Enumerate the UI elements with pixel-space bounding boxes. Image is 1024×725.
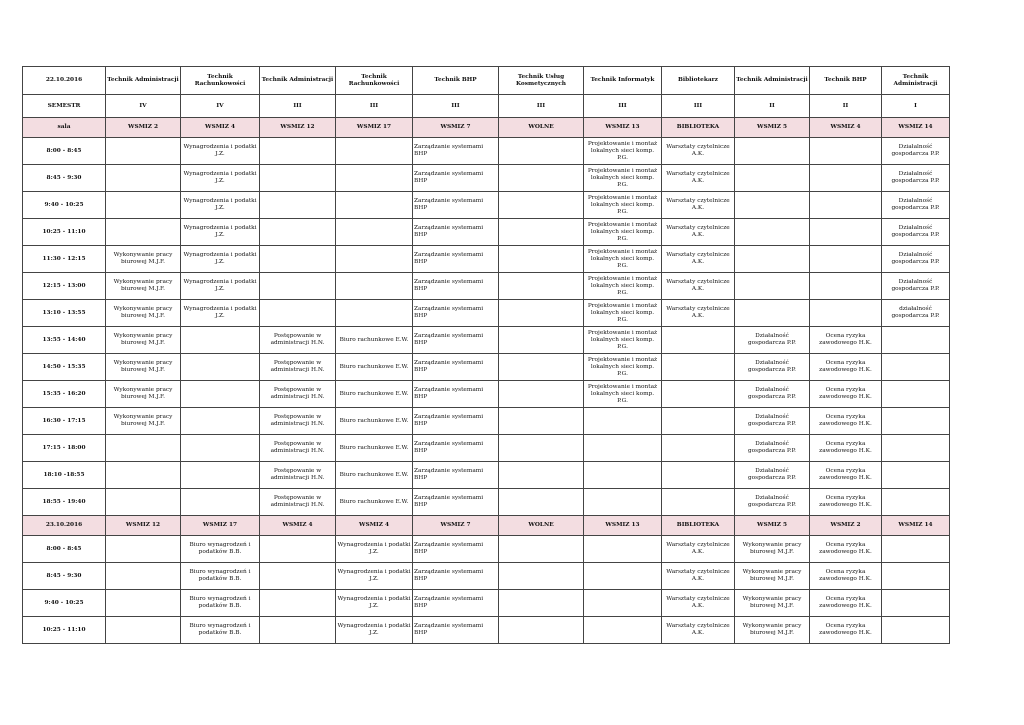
- day2-header-row: [23, 516, 950, 536]
- class-cell: Zarządzanie systemami BHP: [413, 536, 499, 563]
- empty-cell: [882, 536, 950, 563]
- class-cell: Zarządzanie systemami BHP: [413, 435, 499, 462]
- empty-cell: [181, 435, 260, 462]
- time-slot-row: [23, 462, 950, 489]
- class-cell: IV: [106, 95, 181, 118]
- row-label-cell: 13:55 - 14:40: [23, 327, 106, 354]
- empty-cell: [882, 590, 950, 617]
- class-cell: Wynagrodzenia i podatki J.Z.: [336, 590, 413, 617]
- class-cell: Działalność gospodarcza P.P.: [882, 192, 950, 219]
- empty-cell: [499, 246, 584, 273]
- class-cell: Warsztaty czytelnicze A.K.: [662, 219, 735, 246]
- empty-cell: [584, 563, 662, 590]
- time-slot-row: [23, 536, 950, 563]
- row-label-cell: 8:00 - 8:45: [23, 138, 106, 165]
- empty-cell: [336, 138, 413, 165]
- class-cell: Ocena ryzyka zawodowego H.K.: [810, 617, 882, 644]
- empty-cell: [735, 138, 810, 165]
- class-cell: Projektowanie i montaż lokalnych sieci komp. P.G.: [584, 327, 662, 354]
- empty-cell: [499, 435, 584, 462]
- empty-cell: [260, 300, 336, 327]
- class-cell: Postępowanie w administracji H.N.: [260, 354, 336, 381]
- class-cell: Warsztaty czytelnicze A.K.: [662, 192, 735, 219]
- empty-cell: [499, 536, 584, 563]
- empty-cell: [260, 138, 336, 165]
- class-cell: Ocena ryzyka zawodowego H.K.: [810, 563, 882, 590]
- class-cell: WSMIZ 12: [260, 118, 336, 138]
- empty-cell: [882, 354, 950, 381]
- class-cell: Technik Administracji: [106, 67, 181, 95]
- class-cell: Zarządzanie systemami BHP: [413, 327, 499, 354]
- empty-cell: [499, 590, 584, 617]
- empty-cell: [336, 219, 413, 246]
- row-label-cell: SEMESTR: [23, 95, 106, 118]
- empty-cell: [882, 563, 950, 590]
- class-cell: Technik Usług Kosmetycznych: [499, 67, 584, 95]
- row-label-cell: 8:00 - 8:45: [23, 536, 106, 563]
- class-cell: Technik Informatyk: [584, 67, 662, 95]
- class-cell: WOLNE: [499, 118, 584, 138]
- empty-cell: [882, 489, 950, 516]
- class-cell: Zarządzanie systemami BHP: [413, 246, 499, 273]
- empty-cell: [181, 462, 260, 489]
- empty-cell: [584, 617, 662, 644]
- class-cell: Warsztaty czytelnicze A.K.: [662, 300, 735, 327]
- empty-cell: [584, 408, 662, 435]
- room-row: [23, 118, 950, 138]
- class-cell: Technik Rachunkowości: [336, 67, 413, 95]
- class-cell: Biuro rachunkowe E.W.: [336, 381, 413, 408]
- empty-cell: [810, 138, 882, 165]
- class-cell: Działalność gospodarcza P.P.: [735, 435, 810, 462]
- class-cell: Ocena ryzyka zawodowego H.K.: [810, 435, 882, 462]
- empty-cell: [106, 219, 181, 246]
- class-cell: Zarządzanie systemami BHP: [413, 489, 499, 516]
- empty-cell: [499, 354, 584, 381]
- empty-cell: [662, 462, 735, 489]
- class-cell: III: [260, 95, 336, 118]
- time-slot-row: [23, 165, 950, 192]
- class-cell: Technik Administracji: [260, 67, 336, 95]
- empty-cell: [181, 354, 260, 381]
- class-cell: Działalność gospodarcza P.P.: [735, 408, 810, 435]
- row-label-cell: sala: [23, 118, 106, 138]
- time-slot-row: [23, 327, 950, 354]
- class-cell: Warsztaty czytelnicze A.K.: [662, 563, 735, 590]
- class-cell: III: [336, 95, 413, 118]
- schedule-table: [22, 66, 950, 644]
- row-label-cell: 23.10.2016: [23, 516, 106, 536]
- class-cell: Działalność gospodarcza P.P.: [882, 246, 950, 273]
- class-cell: Ocena ryzyka zawodowego H.K.: [810, 381, 882, 408]
- class-cell: Biuro rachunkowe E.W.: [336, 462, 413, 489]
- class-cell: Warsztaty czytelnicze A.K.: [662, 165, 735, 192]
- class-cell: Biuro wynagrodzeń i podatków B.B.: [181, 617, 260, 644]
- class-cell: Wykonywanie pracy biurowej M.J.F.: [735, 563, 810, 590]
- row-label-cell: 22.10.2016: [23, 67, 106, 95]
- empty-cell: [260, 536, 336, 563]
- empty-cell: [662, 408, 735, 435]
- class-cell: Warsztaty czytelnicze A.K.: [662, 138, 735, 165]
- empty-cell: [735, 192, 810, 219]
- empty-cell: [336, 246, 413, 273]
- class-cell: Zarządzanie systemami BHP: [413, 192, 499, 219]
- empty-cell: [662, 354, 735, 381]
- class-cell: Biuro rachunkowe E.W.: [336, 327, 413, 354]
- empty-cell: [735, 165, 810, 192]
- empty-cell: [810, 246, 882, 273]
- class-cell: BIBLIOTEKA: [662, 118, 735, 138]
- time-slot-row: [23, 192, 950, 219]
- class-cell: Projektowanie i montaż lokalnych sieci komp. P.G.: [584, 138, 662, 165]
- empty-cell: [499, 327, 584, 354]
- class-cell: WSMIZ 7: [413, 516, 499, 536]
- empty-cell: [260, 246, 336, 273]
- empty-cell: [499, 219, 584, 246]
- class-cell: III: [499, 95, 584, 118]
- class-cell: Postępowanie w administracji H.N.: [260, 462, 336, 489]
- class-cell: Wykonywanie pracy biurowej M.J.F.: [106, 381, 181, 408]
- empty-cell: [260, 617, 336, 644]
- time-slot-row: [23, 617, 950, 644]
- class-cell: Działalność gospodarcza P.P.: [735, 327, 810, 354]
- class-cell: Projektowanie i montaż lokalnych sieci komp. P.G.: [584, 246, 662, 273]
- class-cell: Technik Administracji: [735, 67, 810, 95]
- empty-cell: [106, 489, 181, 516]
- class-cell: Warsztaty czytelnicze A.K.: [662, 617, 735, 644]
- class-cell: Bibliotekarz: [662, 67, 735, 95]
- time-slot-row: [23, 300, 950, 327]
- empty-cell: [499, 381, 584, 408]
- class-cell: Zarządzanie systemami BHP: [413, 219, 499, 246]
- empty-cell: [260, 192, 336, 219]
- class-cell: WSMIZ 4: [336, 516, 413, 536]
- empty-cell: [106, 590, 181, 617]
- time-slot-row: [23, 354, 950, 381]
- row-label-cell: 18:55 - 19:40: [23, 489, 106, 516]
- class-cell: WSMIZ 17: [181, 516, 260, 536]
- class-cell: III: [662, 95, 735, 118]
- row-label-cell: 9:40 - 10:25: [23, 590, 106, 617]
- row-label-cell: 14:50 - 15:35: [23, 354, 106, 381]
- class-cell: Warsztaty czytelnicze A.K.: [662, 273, 735, 300]
- class-cell: Działalność gospodarcza P.P.: [735, 462, 810, 489]
- empty-cell: [662, 381, 735, 408]
- class-cell: Zarządzanie systemami BHP: [413, 590, 499, 617]
- class-cell: Zarządzanie systemami BHP: [413, 381, 499, 408]
- class-cell: Wykonywanie pracy biurowej M.J.F.: [106, 300, 181, 327]
- empty-cell: [336, 165, 413, 192]
- empty-cell: [499, 408, 584, 435]
- class-cell: Wynagrodzenia i podatki J.Z.: [336, 617, 413, 644]
- class-cell: Ocena ryzyka zawodowego H.K.: [810, 590, 882, 617]
- class-cell: Technik BHP: [413, 67, 499, 95]
- class-cell: WOLNE: [499, 516, 584, 536]
- class-cell: WSMIZ 5: [735, 516, 810, 536]
- class-cell: Wynagrodzenia i podatki J.Z.: [336, 536, 413, 563]
- class-cell: BIBLIOTEKA: [662, 516, 735, 536]
- time-slot-row: [23, 246, 950, 273]
- class-cell: Projektowanie i montaż lokalnych sieci komp. P.G.: [584, 219, 662, 246]
- empty-cell: [181, 489, 260, 516]
- class-cell: WSMIZ 4: [260, 516, 336, 536]
- class-cell: Projektowanie i montaż lokalnych sieci komp. P.G.: [584, 354, 662, 381]
- empty-cell: [106, 563, 181, 590]
- time-slot-row: [23, 590, 950, 617]
- empty-cell: [260, 563, 336, 590]
- class-cell: Projektowanie i montaż lokalnych sieci komp. P.G.: [584, 165, 662, 192]
- empty-cell: [810, 273, 882, 300]
- class-cell: Biuro rachunkowe E.W.: [336, 435, 413, 462]
- time-slot-row: [23, 138, 950, 165]
- class-cell: Wykonywanie pracy biurowej M.J.F.: [735, 617, 810, 644]
- empty-cell: [499, 165, 584, 192]
- empty-cell: [584, 435, 662, 462]
- class-cell: Wykonywanie pracy biurowej M.J.F.: [106, 327, 181, 354]
- empty-cell: [260, 590, 336, 617]
- time-slot-row: [23, 273, 950, 300]
- empty-cell: [882, 327, 950, 354]
- empty-cell: [106, 165, 181, 192]
- class-cell: Działalność gospodarcza P.P.: [882, 165, 950, 192]
- class-cell: WSMIZ 7: [413, 118, 499, 138]
- empty-cell: [584, 462, 662, 489]
- class-cell: Działalność gospodarcza P.P.: [882, 273, 950, 300]
- empty-cell: [810, 165, 882, 192]
- empty-cell: [181, 381, 260, 408]
- class-cell: Wynagrodzenia i podatki J.Z.: [181, 300, 260, 327]
- class-cell: Zarządzanie systemami BHP: [413, 408, 499, 435]
- class-cell: I: [882, 95, 950, 118]
- class-cell: Ocena ryzyka zawodowego H.K.: [810, 408, 882, 435]
- class-cell: Ocena ryzyka zawodowego H.K.: [810, 327, 882, 354]
- semester-row: [23, 95, 950, 118]
- empty-cell: [106, 462, 181, 489]
- empty-cell: [499, 138, 584, 165]
- empty-cell: [106, 138, 181, 165]
- class-cell: Ocena ryzyka zawodowego H.K.: [810, 489, 882, 516]
- class-cell: III: [584, 95, 662, 118]
- class-cell: Biuro rachunkowe E.W.: [336, 489, 413, 516]
- empty-cell: [662, 489, 735, 516]
- empty-cell: [181, 408, 260, 435]
- class-cell: WSMIZ 2: [810, 516, 882, 536]
- class-cell: Postępowanie w administracji H.N.: [260, 489, 336, 516]
- class-cell: Biuro rachunkowe E.W.: [336, 354, 413, 381]
- class-cell: WSMIZ 13: [584, 516, 662, 536]
- empty-cell: [584, 590, 662, 617]
- class-cell: WSMIZ 17: [336, 118, 413, 138]
- empty-cell: [810, 219, 882, 246]
- class-cell: Technik Administracji: [882, 67, 950, 95]
- empty-cell: [336, 300, 413, 327]
- class-cell: Działalność gospodarcza P.P.: [735, 354, 810, 381]
- class-cell: IV: [181, 95, 260, 118]
- empty-cell: [260, 219, 336, 246]
- row-label-cell: 17:15 - 18:00: [23, 435, 106, 462]
- empty-cell: [499, 563, 584, 590]
- class-cell: Wynagrodzenia i podatki J.Z.: [181, 165, 260, 192]
- class-cell: Zarządzanie systemami BHP: [413, 273, 499, 300]
- time-slot-row: [23, 381, 950, 408]
- class-cell: WSMIZ 14: [882, 118, 950, 138]
- row-label-cell: 8:45 - 9:30: [23, 165, 106, 192]
- empty-cell: [882, 462, 950, 489]
- empty-cell: [584, 536, 662, 563]
- class-cell: Wynagrodzenia i podatki J.Z.: [336, 563, 413, 590]
- row-label-cell: 11:30 - 12:15: [23, 246, 106, 273]
- empty-cell: [810, 192, 882, 219]
- empty-cell: [882, 408, 950, 435]
- row-label-cell: 13:10 - 13:55: [23, 300, 106, 327]
- class-cell: Postępowanie w administracji H.N.: [260, 435, 336, 462]
- empty-cell: [662, 327, 735, 354]
- class-cell: WSMIZ 14: [882, 516, 950, 536]
- class-cell: Postępowanie w administracji H.N.: [260, 381, 336, 408]
- empty-cell: [106, 192, 181, 219]
- row-label-cell: 10:25 - 11:10: [23, 219, 106, 246]
- empty-cell: [882, 381, 950, 408]
- empty-cell: [499, 617, 584, 644]
- class-cell: Ocena ryzyka zawodowego H.K.: [810, 536, 882, 563]
- empty-cell: [882, 617, 950, 644]
- class-cell: Zarządzanie systemami BHP: [413, 300, 499, 327]
- empty-cell: [499, 273, 584, 300]
- empty-cell: [181, 327, 260, 354]
- empty-cell: [499, 462, 584, 489]
- class-cell: Technik Rachunkowości: [181, 67, 260, 95]
- row-label-cell: 15:35 - 16:20: [23, 381, 106, 408]
- class-cell: Wykonywanie pracy biurowej M.J.F.: [735, 536, 810, 563]
- empty-cell: [882, 435, 950, 462]
- time-slot-row: [23, 563, 950, 590]
- empty-cell: [260, 273, 336, 300]
- row-label-cell: 9:40 - 10:25: [23, 192, 106, 219]
- class-cell: Zarządzanie systemami BHP: [413, 354, 499, 381]
- class-cell: WSMIZ 12: [106, 516, 181, 536]
- class-cell: Wynagrodzenia i podatki J.Z.: [181, 273, 260, 300]
- class-cell: Wykonywanie pracy biurowej M.J.F.: [106, 273, 181, 300]
- class-cell: Projektowanie i montaż lokalnych sieci komp. P.G.: [584, 381, 662, 408]
- time-slot-row: [23, 435, 950, 462]
- empty-cell: [584, 489, 662, 516]
- empty-cell: [735, 273, 810, 300]
- class-cell: Biuro wynagrodzeń i podatków B.B.: [181, 563, 260, 590]
- empty-cell: [735, 246, 810, 273]
- class-cell: Działalność gospodarcza P.P.: [882, 138, 950, 165]
- class-cell: Postępowanie w administracji H.N.: [260, 327, 336, 354]
- class-cell: działalność gospodarcza P.P.: [882, 300, 950, 327]
- class-cell: Wykonywanie pracy biurowej M.J.F.: [106, 246, 181, 273]
- empty-cell: [106, 617, 181, 644]
- class-cell: Ocena ryzyka zawodowego H.K.: [810, 354, 882, 381]
- class-cell: WSMIZ 4: [181, 118, 260, 138]
- class-cell: Zarządzanie systemami BHP: [413, 165, 499, 192]
- class-cell: Warsztaty czytelnicze A.K.: [662, 246, 735, 273]
- empty-cell: [810, 300, 882, 327]
- empty-cell: [336, 273, 413, 300]
- row-label-cell: 10:25 - 11:10: [23, 617, 106, 644]
- class-cell: Wykonywanie pracy biurowej M.J.F.: [106, 408, 181, 435]
- time-slot-row: [23, 408, 950, 435]
- class-cell: Warsztaty czytelnicze A.K.: [662, 590, 735, 617]
- class-cell: Biuro rachunkowe E.W.: [336, 408, 413, 435]
- empty-cell: [662, 435, 735, 462]
- class-cell: Działalność gospodarcza P.P.: [882, 219, 950, 246]
- class-cell: Działalność gospodarcza P.P.: [735, 489, 810, 516]
- empty-cell: [106, 435, 181, 462]
- empty-cell: [735, 219, 810, 246]
- class-cell: Biuro wynagrodzeń i podatków B.B.: [181, 590, 260, 617]
- row-label-cell: 16:30 - 17:15: [23, 408, 106, 435]
- empty-cell: [499, 489, 584, 516]
- class-cell: Wynagrodzenia i podatki J.Z.: [181, 246, 260, 273]
- class-cell: WSMIZ 13: [584, 118, 662, 138]
- class-cell: II: [735, 95, 810, 118]
- empty-cell: [499, 300, 584, 327]
- class-cell: Wykonywanie pracy biurowej M.J.F.: [106, 354, 181, 381]
- class-cell: Projektowanie i montaż lokalnych sieci komp. P.G.: [584, 300, 662, 327]
- time-slot-row: [23, 219, 950, 246]
- empty-cell: [499, 192, 584, 219]
- class-cell: Zarządzanie systemami BHP: [413, 138, 499, 165]
- class-cell: Działalność gospodarcza P.P.: [735, 381, 810, 408]
- empty-cell: [106, 536, 181, 563]
- class-cell: Warsztaty czytelnicze A.K.: [662, 536, 735, 563]
- class-cell: Wynagrodzenia i podatki J.Z.: [181, 219, 260, 246]
- row-label-cell: 12:15 - 13:00: [23, 273, 106, 300]
- class-cell: Wynagrodzenia i podatki J.Z.: [181, 192, 260, 219]
- class-cell: WSMIZ 5: [735, 118, 810, 138]
- header-row: [23, 67, 950, 95]
- class-cell: Zarządzanie systemami BHP: [413, 617, 499, 644]
- class-cell: Wykonywanie pracy biurowej M.J.F.: [735, 590, 810, 617]
- row-label-cell: 8:45 - 9:30: [23, 563, 106, 590]
- time-slot-row: [23, 489, 950, 516]
- empty-cell: [735, 300, 810, 327]
- class-cell: WSMIZ 2: [106, 118, 181, 138]
- class-cell: Technik BHP: [810, 67, 882, 95]
- class-cell: Wynagrodzenia i podatki J.Z.: [181, 138, 260, 165]
- class-cell: Zarządzanie systemami BHP: [413, 563, 499, 590]
- class-cell: Zarządzanie systemami BHP: [413, 462, 499, 489]
- row-label-cell: 18:10 -18:55: [23, 462, 106, 489]
- class-cell: Projektowanie i montaż lokalnych sieci komp. P.G.: [584, 192, 662, 219]
- class-cell: Biuro wynagrodzeń i podatków B.B.: [181, 536, 260, 563]
- class-cell: Projektowanie i montaż lokalnych sieci komp. P.G.: [584, 273, 662, 300]
- class-cell: WSMIZ 4: [810, 118, 882, 138]
- class-cell: Postępowanie w administracji H.N.: [260, 408, 336, 435]
- class-cell: II: [810, 95, 882, 118]
- class-cell: Ocena ryzyka zawodowego H.K.: [810, 462, 882, 489]
- class-cell: III: [413, 95, 499, 118]
- empty-cell: [336, 192, 413, 219]
- empty-cell: [260, 165, 336, 192]
